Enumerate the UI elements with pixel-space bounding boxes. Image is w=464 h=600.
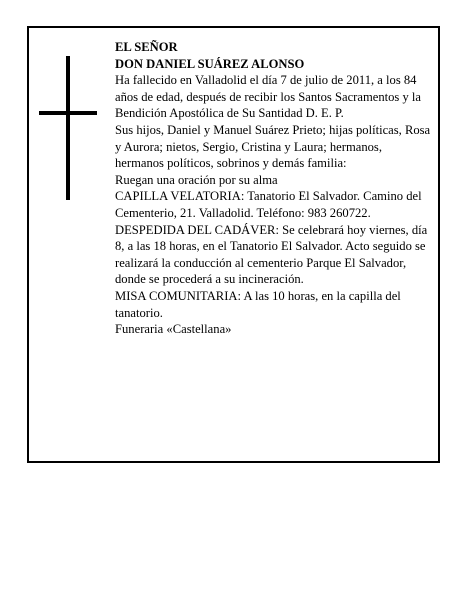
wake-chapel-info: CAPILLA VELATORIA: Tanatorio El Salvador. Camino del Cementerio, 21. Valladolid. Teléfono: 983 260722. [115,189,422,220]
notice-text [115,39,433,338]
funeral-home: Funeraria «Castellana» [115,322,232,337]
deceased-name: DON DANIEL SUÁREZ ALONSO [115,56,305,71]
farewell-info: DESPEDIDA DEL CADÁVER: Se celebrará hoy viernes, día 8, a las 18 horas, en el Tanatorio El Salvador. Acto seguido se realizará la conducción al cementerio Parque El Salvador, donde se procederá a su incineración. [115,222,428,287]
notice-title: EL SEÑOR [115,40,178,54]
mass-info: MISA COMUNITARIA: A las 10 horas, en la capilla del tanatorio. [115,288,401,320]
prayer-request: Ruegan una oración por su alma [115,172,278,187]
cross-vertical-bar [66,56,70,200]
death-announcement: Ha fallecido en Valladolid el día 7 de julio de 2011, a los 84 años de edad, después de recibir los Santos Sacramentos y la Bendición Apostólica de Su Santidad D. E. P. [115,73,422,121]
latin-cross-icon [39,56,97,200]
obituary-notice [27,26,440,463]
cross-horizontal-bar [39,111,97,115]
family-mourners: Sus hijos, Daniel y Manuel Suárez Prieto; hijas políticas, Rosa y Aurora; nietos, Sergio, Cristina y Laura; hermanos, hermanos políticos, sobrinos y demás familia: [115,122,431,171]
